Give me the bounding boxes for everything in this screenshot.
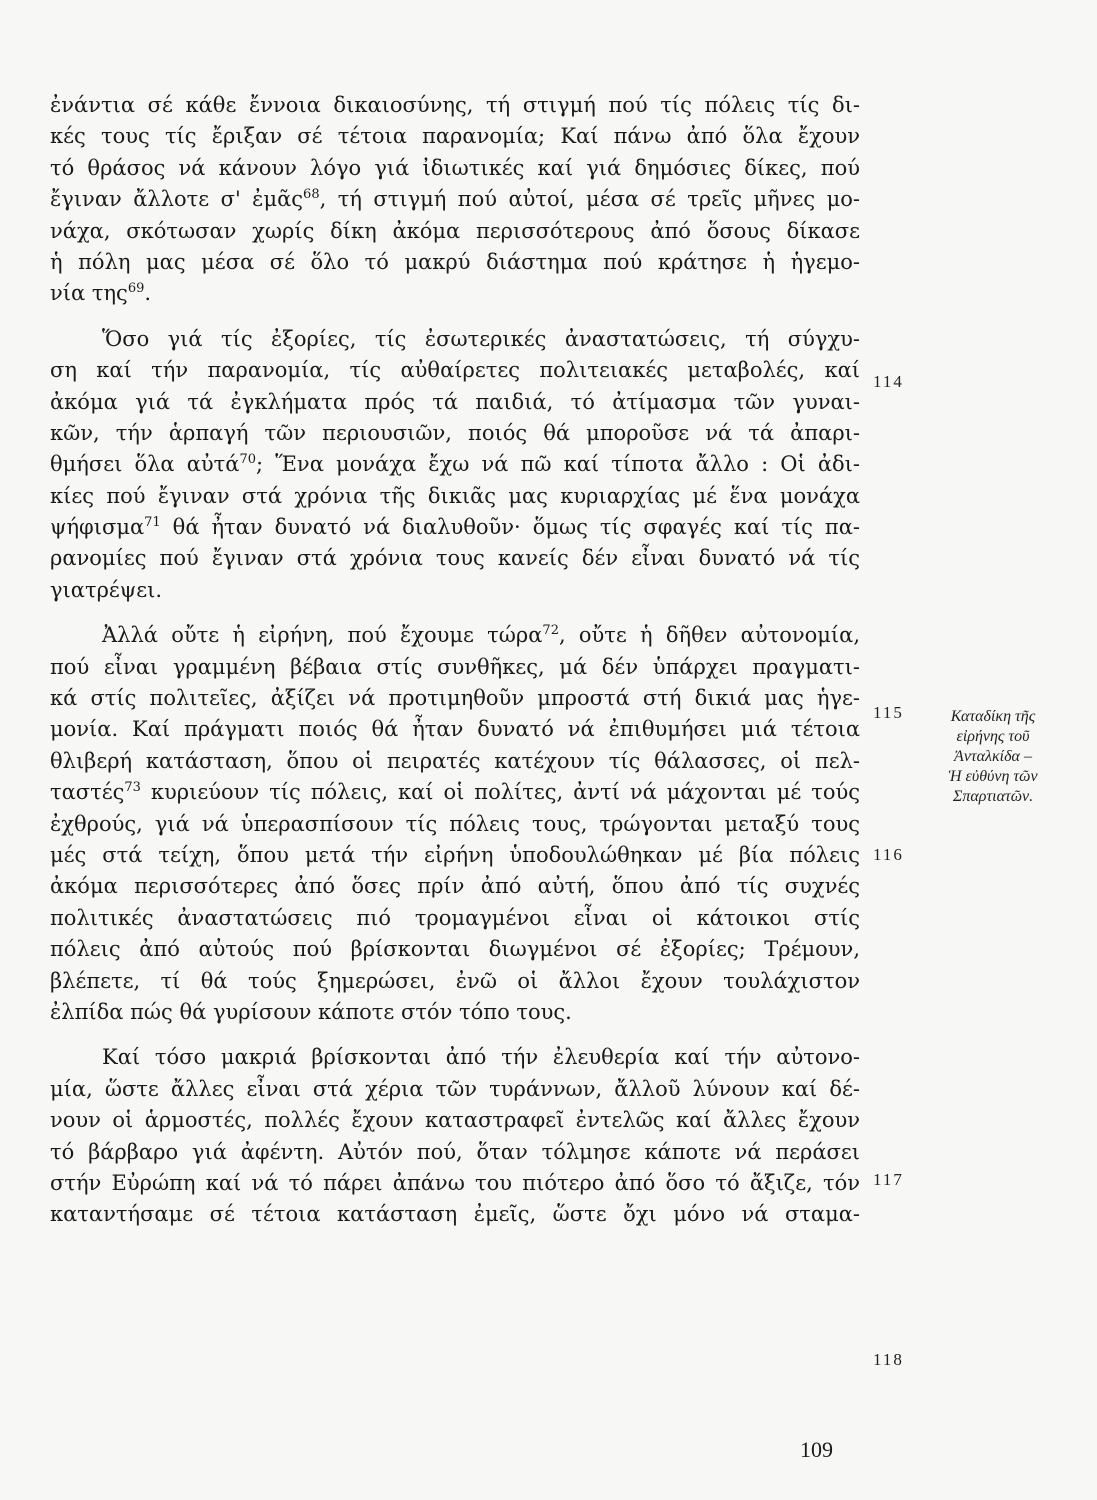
text-fragment: ἔγιναν ἄλλοτε σ' ἐμᾶς: [50, 187, 304, 212]
text-line: πόλεις ἀπό αὐτούς πού βρίσκονται διωγμένοι σέ ἐξορίες; Τρέμουν,: [50, 937, 860, 962]
text-line: [50, 278, 860, 309]
text-line: πού εἶναι γραμμένη βέβαια στίς συνθῆκες, μά δέν ὑπάρχει πραγματι-: [50, 654, 860, 679]
paragraph-4: [50, 1042, 860, 1230]
text-line: μονία. Καί πράγματι ποιός θά ἦταν δυνατό νά ἐπιθυμήσει μιά τέτοια: [50, 717, 860, 742]
text-line: πολιτικές ἀναστατώσεις πιό τρομαγμένοι εἶναι οἱ κάτοικοι στίς: [50, 905, 860, 930]
text-line: μία, ὥστε ἄλλες εἶναι στά χέρια τῶν τυράννων, ἄλλοῦ λύνουν καί δέ-: [50, 1076, 860, 1101]
text-line: ση καί τήν παρανομία, τίς αὐθαίρετες πολιτειακές μεταβολές, καί: [50, 358, 860, 383]
text-line: ἀκόμα γιά τά ἐγκλήματα πρός τά παιδιά, τό ἀτίμασμα τῶν γυναι-: [50, 389, 860, 414]
text-line: τό θράσος νά κάνουν λόγο γιά ἰδιωτικές καί γιά δημόσιες δίκες, πού: [50, 155, 860, 180]
paragraph-3: [50, 620, 860, 1028]
text-line: γιατρέψει.: [50, 577, 163, 602]
margin-note-line: Ἀνταλκίδα –: [954, 748, 1032, 765]
text-line: [50, 184, 860, 215]
text-line: ἡ πόλη μας μέσα σέ ὅλο τό μακρύ διάστημα πού κράτησε ἡ ἡγεμο-: [50, 249, 860, 274]
text-line: ἀκόμα περισσότερες ἀπό ὅσες πρίν ἀπό αὐτή, ὅπου ἀπό τίς συχνές: [50, 874, 860, 899]
paragraph-2: [50, 324, 860, 607]
text-line: [50, 777, 860, 808]
text-line: [50, 449, 860, 480]
text-line: μές στά τείχη, ὅπου μετά τήν εἰρήνη ὑποδουλώθηκαν μέ βία πόλεις: [50, 842, 860, 867]
section-number: 114: [873, 372, 904, 391]
footnote-ref: 69: [127, 281, 145, 297]
section-number: 115: [873, 703, 904, 722]
text-fragment: .: [144, 281, 152, 306]
footnote-ref: 70: [239, 452, 256, 468]
text-line: τό βάρβαρο γιά ἀφέντη. Αὐτόν πού, ὅταν τόλμησε κάποτε νά περάσει: [50, 1139, 860, 1164]
margin-note-line: Σπαρτιατῶν.: [952, 788, 1034, 805]
text-line: νουν οἱ ἁρμοστές, πολλές ἔχουν καταστραφεῖ ἐντελῶς καί ἄλλες ἔχουν: [50, 1108, 860, 1133]
text-line: ἐχθρούς, γιά νά ὑπερασπίσουν τίς πόλεις τους, τρώγονται μεταξύ τους: [50, 811, 860, 836]
text-fragment: , οὔτε ἡ δῆθεν αὐτονομία,: [558, 623, 860, 648]
text-line: κῶν, τήν ἁρπαγή τῶν περιουσιῶν, ποιός θά μποροῦσε νά τά ἀπαρι-: [50, 420, 860, 445]
margin-note-line: Καταδίκη τῆς: [950, 708, 1036, 725]
text-fragment: θά ἦταν δυνατό νά διαλυθοῦν· ὅμως τίς σφαγές καί τίς πα-: [160, 515, 860, 540]
text-fragment: ταστές: [50, 780, 125, 805]
text-line: νάχα, σκότωσαν χωρίς δίκη ἀκόμα περισσότερους ἀπό ὅσους δίκασε: [50, 218, 860, 243]
text-fragment: θμήσει ὅλα αὐτά: [50, 452, 240, 477]
section-number: 118: [873, 1350, 904, 1369]
paragraph-1: [50, 90, 860, 310]
text-line: στήν Εὐρώπη καί νά τό πάρει ἀπάνω του πιότερο ἀπό ὅσο τό ἄξιζε, τόν: [50, 1170, 860, 1195]
section-number: 116: [873, 845, 904, 864]
text-fragment: ; Ἕνα μονάχα ἔχω νά πῶ καί τίποτα ἄλλο : Οἱ ἀδι-: [256, 452, 860, 477]
footnote-ref: 71: [144, 515, 161, 531]
text-line: κίες πού ἔγιναν στά χρόνια τῆς δικιᾶς μας κυριαρχίας μέ ἕνα μονάχα: [50, 483, 860, 508]
text-line: κές τους τίς ἔριξαν σέ τέτοια παρανομία; Καί πάνω ἀπό ὅλα ἔχουν: [50, 124, 860, 149]
text-line: βλέπετε, τί θά τούς ξημερώσει, ἐνῶ οἱ ἄλλοι ἔχουν τουλάχιστον: [50, 968, 860, 993]
text-fragment: ψήφισμα: [50, 515, 145, 540]
text-fragment: , τή στιγμή πού αὐτοί, μέσα σέ τρεῖς μῆνες μο-: [319, 187, 860, 212]
footnote-ref: 68: [303, 187, 320, 203]
margin-note: [918, 707, 1068, 807]
text-line: κά στίς πολιτεῖες, ἀξίζει νά προτιμηθοῦν μπροστά στή δικιά μας ἡγε-: [50, 686, 860, 711]
text-fragment: νία της: [50, 281, 128, 306]
text-line: θλιβερή κατάσταση, ὅπου οἱ πειρατές κατέχουν τίς θάλασσες, οἱ πελ-: [50, 748, 860, 773]
text-line: Ὅσο γιά τίς ἐξορίες, τίς ἐσωτερικές ἀναστατώσεις, τή σύγχυ-: [102, 326, 860, 351]
text-line: ἐνάντια σέ κάθε ἔννοια δικαιοσύνης, τή στιγμή πού τίς πόλεις τίς δι-: [50, 93, 860, 117]
section-number: 117: [873, 1170, 904, 1189]
main-text: [50, 90, 860, 1231]
margin-note-line: Ἡ εὐθύνη τῶν: [948, 768, 1038, 785]
text-line: ἐλπίδα πώς θά γυρίσουν κάποτε στόν τόπο τους.: [50, 999, 572, 1024]
footnote-ref: 73: [124, 780, 141, 796]
text-line: [50, 512, 860, 543]
footnote-ref: 72: [542, 623, 559, 639]
text-line: καταντήσαμε σέ τέτοια κατάσταση ἐμεῖς, ὥστε ὄχι μόνο νά σταμα-: [50, 1202, 860, 1227]
text-line: ρανομίες πού ἔγιναν στά χρόνια τους κανείς δέν εἶναι δυνατό νά τίς: [50, 546, 860, 571]
text-line: Καί τόσο μακριά βρίσκονται ἀπό τήν ἐλευθερία καί τήν αὐτονο-: [102, 1045, 860, 1070]
text-line: [50, 620, 860, 651]
margin-note-line: εἰρήνης τοῦ: [956, 728, 1030, 745]
text-fragment: κυριεύουν τίς πόλεις, καί οἱ πολίτες, ἀντί νά μάχονται μέ τούς: [140, 780, 860, 805]
text-fragment: Ἀλλά οὔτε ἡ εἰρήνη, πού ἔχουμε τώρα: [102, 623, 543, 648]
page-number: 109: [800, 1437, 833, 1462]
